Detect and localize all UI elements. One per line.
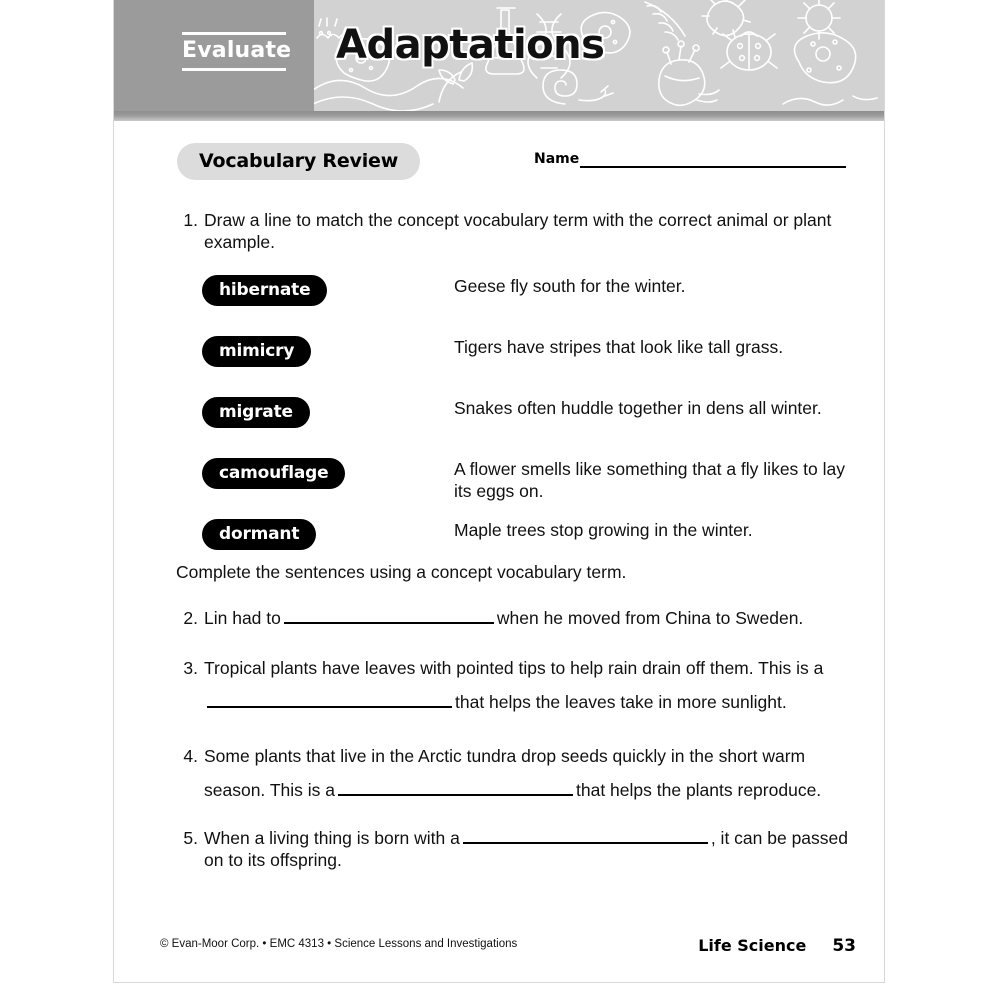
matching-term-row: [202, 519, 392, 580]
question-5-before: When a living thing is born with a: [204, 828, 460, 848]
question-2-before: Lin had to: [204, 608, 281, 628]
matching-example-snakes[interactable]: Snakes often huddle together in dens all winter.: [454, 398, 822, 418]
ladybug-doodle: [721, 32, 777, 70]
term-pill-mimicry[interactable]: mimicry: [202, 336, 311, 367]
evaluate-rule-bottom: [182, 68, 286, 71]
question-2-blank[interactable]: [284, 607, 494, 624]
question-1-number: 1.: [183, 210, 198, 230]
question-2-number: 2.: [183, 608, 198, 628]
question-3: [114, 651, 884, 719]
question-1-text: Draw a line to match the concept vocabulary term with the correct animal or plant example.: [204, 210, 832, 252]
worksheet-body: [114, 143, 884, 871]
matching-term-row: [202, 458, 392, 519]
matching-example-maple[interactable]: Maple trees stop growing in the winter.: [454, 520, 753, 540]
matching-examples-column: [454, 275, 854, 580]
matching-example-tigers[interactable]: Tigers have stripes that look like tall grass.: [454, 337, 784, 357]
term-pill-dormant[interactable]: dormant: [202, 519, 316, 550]
seed-pod-doodle: [702, 0, 750, 37]
swirl-doodle: [783, 96, 877, 105]
footer-page-number: 53: [832, 936, 856, 956]
page-footer: [114, 938, 884, 960]
question-4-number: 4.: [183, 746, 198, 766]
name-input-line[interactable]: [580, 152, 846, 168]
question-4: [114, 739, 884, 807]
footer-subject: Life Science: [698, 936, 807, 955]
question-3-number: 3.: [183, 658, 198, 678]
copyright-credit: © Evan-Moor Corp. • EMC 4313 • Science Lessons and Investigations: [160, 938, 518, 950]
matching-example-flower[interactable]: A flower smells like something that a fly likes to lay its eggs on.: [454, 459, 845, 501]
question-3-before: Tropical plants have leaves with pointed tips to help rain drain off them. This is a: [204, 658, 824, 678]
evaluate-label: Evaluate: [182, 38, 292, 63]
vocabulary-review-pill: Vocabulary Review: [177, 143, 420, 180]
question-5: [114, 827, 884, 871]
page-title: Adaptations: [336, 22, 605, 68]
matching-terms-column: [202, 275, 392, 580]
matching-term-row: [202, 397, 392, 458]
snail-doodle: [543, 70, 613, 104]
question-1: [114, 209, 884, 253]
question-3-text: [204, 651, 864, 719]
section-header-row: [114, 143, 884, 189]
question-3-after: that helps the leaves take in more sunlight.: [455, 692, 787, 712]
amoeba-right-doodle: [795, 33, 856, 83]
name-field-group: [534, 151, 846, 168]
flower-doodle: [659, 41, 719, 105]
question-4-before: Some plants that live in the Arctic tundra drop seeds quickly in the short warm season. This is a: [204, 746, 806, 800]
matching-example-geese[interactable]: Geese fly south for the winter.: [454, 276, 686, 296]
worksheet-page: [113, 0, 885, 983]
term-pill-camouflage[interactable]: camouflage: [202, 458, 345, 489]
name-label: Name: [534, 151, 580, 167]
footer-right-group: [698, 936, 856, 956]
page-header: [114, 0, 884, 121]
question-3-blank[interactable]: [207, 691, 452, 708]
header-shadow-strip: [114, 111, 884, 121]
question-5-after: , it can be passed on to its offspring.: [204, 828, 848, 870]
question-5-text: [204, 827, 864, 871]
term-pill-hibernate[interactable]: hibernate: [202, 275, 327, 306]
evaluate-badge: [182, 32, 292, 71]
question-2-after: when he moved from China to Sweden.: [496, 608, 804, 628]
fern-leaf-doodle: [645, 2, 685, 40]
question-5-blank[interactable]: [463, 827, 708, 844]
question-2: [114, 607, 884, 629]
fill-in-instruction: Complete the sentences using a concept vocabulary term.: [176, 562, 627, 582]
term-pill-migrate[interactable]: migrate: [202, 397, 310, 428]
matching-term-row: [202, 336, 392, 397]
question-4-text: [204, 739, 864, 807]
question-4-blank[interactable]: [338, 779, 573, 796]
question-5-number: 5.: [183, 828, 198, 848]
matching-exercise: [114, 275, 884, 561]
matching-term-row: [202, 275, 392, 336]
question-4-after: that helps the plants reproduce.: [576, 780, 822, 800]
question-2-text: [204, 607, 864, 629]
